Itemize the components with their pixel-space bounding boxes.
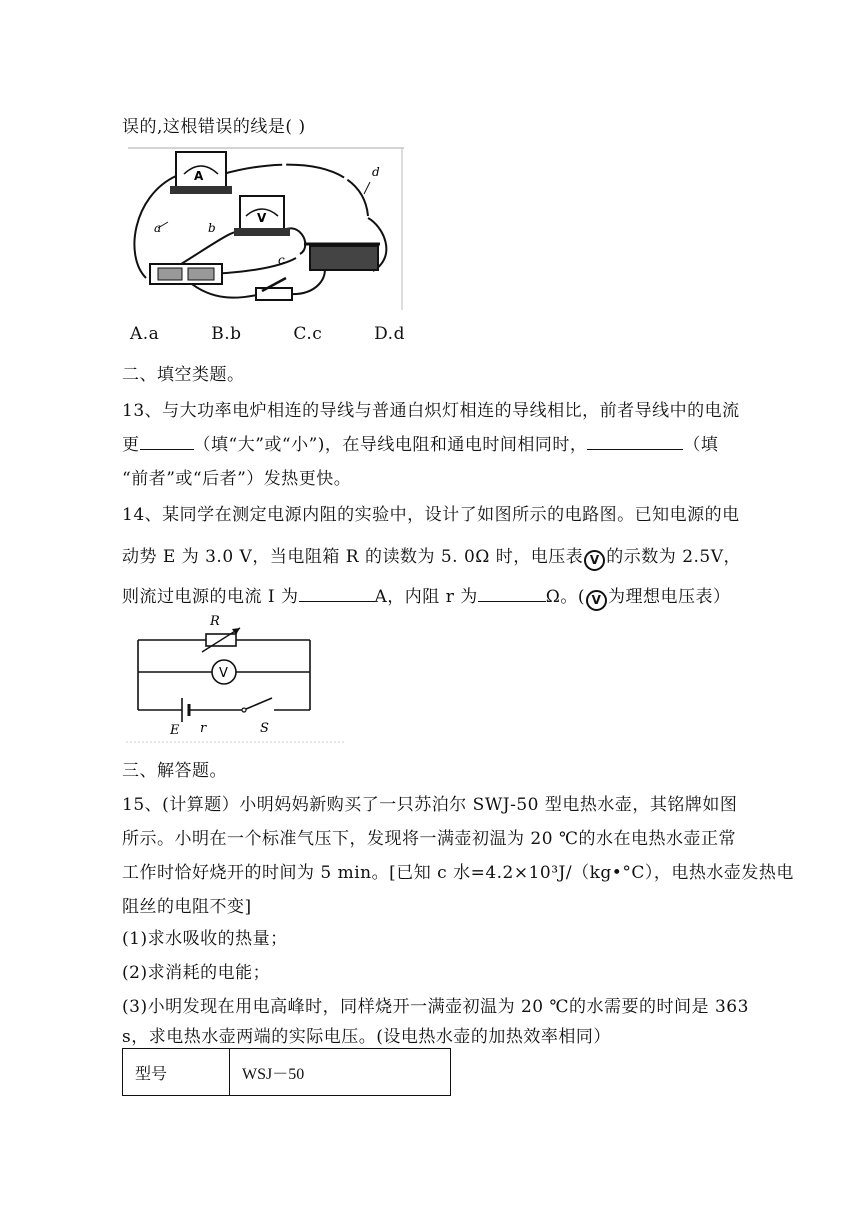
voltmeter-symbol-icon: V (584, 550, 605, 571)
voltmeter-label: V (257, 211, 267, 225)
wire-label-c: c (278, 253, 285, 267)
wire-label-d: d (372, 165, 380, 179)
option-d[interactable]: D.d (374, 324, 405, 344)
q13-line3: “前者”或“后者”）发热更快。 (122, 469, 352, 489)
emf-label: E (170, 723, 180, 738)
q12-text: 误的,这根错误的线是( ) (122, 117, 306, 137)
q13-blank-1[interactable] (140, 433, 194, 450)
switch-label: S (260, 721, 269, 736)
q13-line1: 13、与大功率电炉相连的导线与普通白炽灯相连的导线相比，前者导线中的电流 (122, 401, 740, 421)
q14-line3: 则流过电源的电流 I 为 A，内阻 r 为 Ω。( V 为理想电压表） (122, 582, 730, 611)
q13-line2: 更 （填“大”或“小”)，在导线电阻和通电时间相同时， （填 (122, 435, 719, 455)
resistor-label: R (210, 614, 220, 629)
option-a[interactable]: A.a (130, 324, 160, 344)
nameplate-key: 型号 (123, 1049, 230, 1096)
option-b[interactable]: B.b (211, 324, 242, 344)
q15-line4: 阻丝的电阻不变] (122, 897, 252, 917)
nameplate-value: WSJ－50 (230, 1049, 451, 1096)
circuit-voltmeter-label: V (219, 666, 228, 681)
q13-blank-2[interactable] (587, 433, 683, 450)
section-2-heading: 二、填空类题。 (122, 365, 245, 385)
q14-line1: 14、某同学在测定电源内阻的实验中，设计了如图所示的电路图。已知电源的电 (122, 505, 740, 525)
voltmeter-symbol-icon: V (586, 590, 607, 611)
section-3-heading: 三、解答题。 (122, 761, 227, 781)
q14-blank-resistance[interactable] (478, 585, 546, 602)
q15-sub3-line2: s，求电热水壶两端的实际电压。(设电热水壶的加热效率相同） (122, 1027, 611, 1047)
q15-sub3-line1: (3)小明发现在用电高峰时，同样烧开一满壶初温为 20 ℃的水需要的时间是 363 (122, 997, 749, 1017)
q15-line1: 15、(计算题）小明妈妈新购买了一只苏泊尔 SWJ-50 型电热水壶，其铭牌如图 (122, 795, 738, 815)
ammeter-label: A (194, 169, 204, 183)
q14-circuit-diagram (126, 610, 344, 746)
q15-line2: 所示。小明在一个标准气压下，发现将一满壶初温为 20 ℃的水在电热水壶正常 (122, 829, 736, 849)
q15-sub2: (2)求消耗的电能； (122, 963, 271, 983)
q14-line2: 动势 E 为 3.0 V，当电阻箱 R 的读数为 5. 0Ω 时，电压表 V 的示数为 2.5V， (122, 542, 741, 571)
option-c[interactable]: C.c (293, 324, 323, 344)
q12-options (130, 324, 451, 344)
wire-label-a: a (154, 221, 162, 235)
q15-sub1: (1)求水吸收的热量； (122, 929, 288, 949)
q14-blank-current[interactable] (299, 585, 375, 602)
wire-label-b: b (208, 221, 216, 235)
q15-line3: 工作时恰好烧开的时间为 5 min。[已知 c 水=4.2×10³J/（kg•°C），电热水壶发热电 (122, 863, 794, 883)
internal-resistance-label: r (200, 721, 207, 736)
table-row (123, 1049, 451, 1096)
q12-circuit-figure (128, 146, 404, 310)
nameplate-table (122, 1048, 451, 1096)
